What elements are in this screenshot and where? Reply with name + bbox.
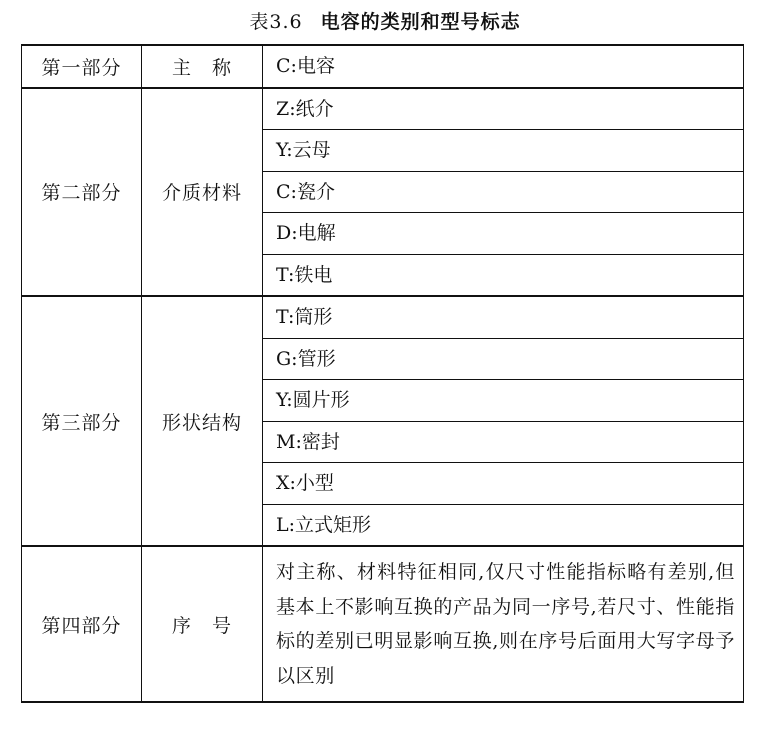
code-cell: C:电容	[263, 45, 744, 88]
code-cell: C:瓷介	[263, 171, 744, 213]
table-row	[22, 546, 744, 702]
category-label: 形状结构	[142, 296, 263, 546]
table-number: 表3.6	[249, 11, 303, 33]
code-cell: Z:纸介	[263, 88, 744, 130]
table-title: 电容的类别和型号标志	[320, 11, 521, 33]
category-label: 序 号	[142, 546, 263, 702]
category-label: 主 称	[142, 45, 263, 88]
code-cell: M:密封	[263, 421, 744, 463]
table-caption	[0, 8, 770, 36]
code-cell: T:铁电	[263, 254, 744, 296]
code-cell: L:立式矩形	[263, 504, 744, 546]
code-cell: Y:云母	[263, 130, 744, 172]
part-label: 第二部分	[22, 88, 142, 297]
table-row	[22, 88, 744, 130]
part-label: 第一部分	[22, 45, 142, 88]
code-cell: Y:圆片形	[263, 380, 744, 422]
category-label: 介质材料	[142, 88, 263, 297]
table-row	[22, 45, 744, 88]
part-label: 第三部分	[22, 296, 142, 546]
code-cell: D:电解	[263, 213, 744, 255]
serial-number-description: 对主称、材料特征相同,仅尺寸性能指标略有差别,但基本上不影响互换的产品为同一序号,若尺寸、性能指标的差别已明显影响互换,则在序号后面用大写字母予以区别	[263, 546, 744, 702]
code-cell: X:小型	[263, 463, 744, 505]
code-cell: T:筒形	[263, 296, 744, 338]
table-row	[22, 296, 744, 338]
part-label: 第四部分	[22, 546, 142, 702]
code-cell: G:管形	[263, 338, 744, 380]
capacitor-type-table	[21, 44, 744, 703]
